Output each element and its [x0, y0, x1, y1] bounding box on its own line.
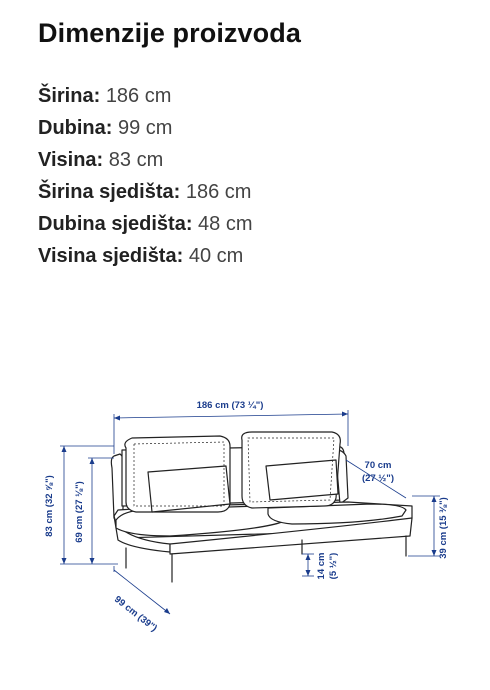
left-throw-pillow	[148, 466, 230, 512]
spec-label: Dubina sjedišta:	[38, 213, 193, 235]
spec-label: Visina:	[38, 149, 104, 171]
width-dimension-label: 186 cm (73 ¼")	[196, 400, 264, 411]
right-throw-pillow	[266, 460, 338, 500]
height-dimension-label: 83 cm (32 ⅝")	[44, 475, 55, 537]
spec-value: 99 cm	[118, 117, 173, 139]
leg-height-dimension-label: 14 cm	[316, 552, 327, 580]
depth-dimension-label: 99 cm (39")	[112, 594, 160, 635]
spec-value: 83 cm	[108, 149, 164, 171]
spec-value: 186 cm	[185, 181, 252, 203]
spec-depth	[38, 112, 253, 144]
spec-width	[38, 80, 253, 112]
spec-label: Širina:	[38, 85, 101, 107]
spec-value: 48 cm	[198, 213, 253, 235]
spec-value: 186 cm	[105, 85, 172, 107]
page-title: Dimenzije proizvoda	[38, 18, 301, 48]
spec-seat-height	[38, 240, 253, 272]
back-height-dimension-label: 69 cm (27 ⅛")	[74, 481, 85, 543]
spec-seat-width	[38, 176, 253, 208]
sofa-illustration	[111, 432, 412, 582]
sofa-dimension-diagram	[30, 388, 460, 648]
spec-label: Širina sjedišta:	[38, 181, 181, 203]
leg-height-imperial-label: (5 ½")	[328, 552, 339, 580]
arm-depth-imperial-label: (27 ½")	[362, 473, 394, 484]
arm-depth-dimension-label: 70 cm	[364, 460, 392, 471]
dimensions-list	[38, 80, 253, 272]
seat-height-dimension-label: 39 cm (15 ⅜")	[438, 497, 449, 559]
spec-height	[38, 144, 253, 176]
spec-label: Visina sjedišta:	[38, 245, 184, 267]
spec-seat-depth	[38, 208, 253, 240]
spec-label: Dubina:	[38, 117, 113, 139]
spec-value: 40 cm	[188, 245, 244, 267]
